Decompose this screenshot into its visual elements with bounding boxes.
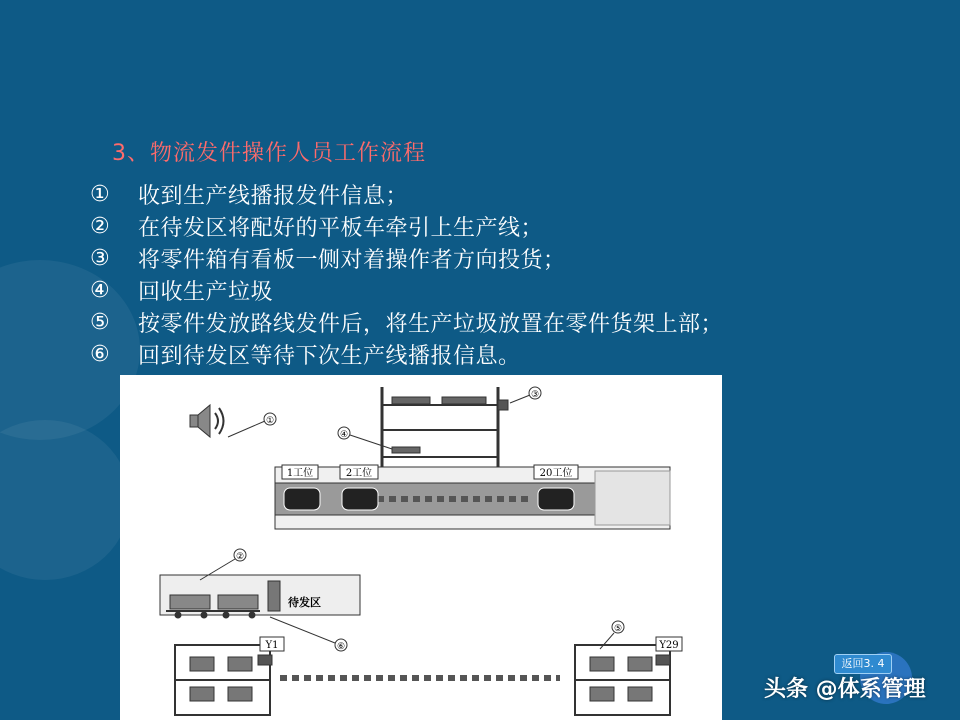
step-item — [90, 338, 723, 370]
rack-y1-label: Y1 — [265, 640, 279, 651]
step-text: 按零件发放路线发件后，将生产垃圾放置在零件货架上部； — [138, 311, 724, 337]
callout-4: ④ — [339, 430, 349, 440]
callout-2: ② — [235, 552, 245, 562]
step-item — [90, 306, 723, 338]
step-item — [90, 242, 723, 274]
return-button[interactable]: 返回3. 4 — [834, 654, 892, 674]
step-item — [90, 274, 723, 306]
callout-6: ⑥ — [336, 642, 346, 652]
step-text: 回到待发区等待下次生产线播报信息。 — [138, 343, 521, 369]
step-text: 收到生产线播报发件信息； — [138, 183, 409, 209]
callout-1: ① — [265, 416, 275, 426]
callout-3: ③ — [530, 390, 540, 400]
background-cloud — [0, 420, 130, 580]
step-number: ④ — [90, 277, 111, 303]
watermark: 头条 @体系管理 — [764, 677, 926, 702]
workflow-diagram — [120, 375, 722, 720]
callout-5: ⑤ — [613, 624, 623, 634]
waiting-area — [160, 575, 360, 618]
step-item — [90, 210, 723, 242]
station-1-label: 1工位 — [286, 468, 314, 479]
step-number: ③ — [90, 245, 111, 271]
workflow-illustration — [120, 375, 722, 720]
step-list — [90, 178, 723, 370]
rack-y29-label: Y29 — [659, 640, 679, 651]
station-2-label: 2工位 — [345, 468, 373, 479]
step-text: 将零件箱有看板一侧对着操作者方向投货； — [138, 247, 566, 273]
step-number: ⑥ — [90, 341, 111, 367]
production-line — [275, 467, 670, 529]
waiting-area-label: 待发区 — [288, 596, 321, 609]
step-text: 回收生产垃圾 — [138, 279, 274, 305]
step-number: ⑤ — [90, 309, 111, 335]
step-text: 在待发区将配好的平板车牵引上生产线； — [138, 215, 544, 241]
station-20-label: 20工位 — [539, 468, 573, 479]
section-title: 3、物流发件操作人员工作流程 — [112, 141, 426, 166]
step-number: ② — [90, 213, 111, 239]
parts-shelf — [382, 387, 508, 467]
speaker-icon — [190, 405, 224, 437]
step-number: ① — [90, 181, 111, 207]
step-item — [90, 178, 723, 210]
